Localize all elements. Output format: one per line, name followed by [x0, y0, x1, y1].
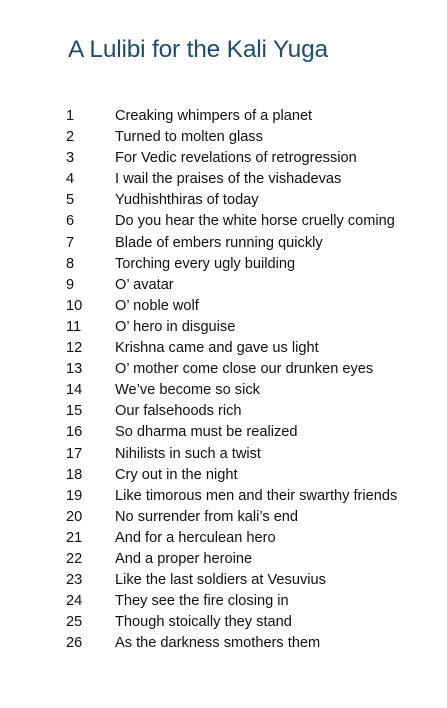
line-text: No surrender from kali’s end [115, 508, 299, 525]
line-text: Blade of embers running quickly [115, 234, 323, 251]
poem-line [66, 359, 397, 380]
line-text: So dharma must be realized [115, 424, 298, 441]
line-number: 21 [66, 529, 83, 546]
poem-line [66, 465, 397, 486]
line-number: 2 [66, 129, 75, 146]
line-number: 15 [66, 403, 83, 420]
poem-line [66, 254, 397, 275]
line-text: Like timorous men and their swarthy friends [115, 487, 398, 504]
line-number: 7 [66, 234, 75, 251]
line-text: And a proper heroine [115, 550, 253, 567]
line-text: O’ avatar [115, 276, 174, 293]
line-text: Yudhishthiras of today [115, 192, 259, 209]
poem-line [66, 633, 397, 654]
poem-line [66, 528, 397, 549]
poem-line [66, 127, 397, 148]
poem-line [66, 570, 397, 591]
line-text: As the darkness smothers them [115, 635, 321, 652]
line-number: 8 [66, 255, 75, 272]
poem-line [66, 422, 397, 443]
line-text: Krishna came and gave us light [115, 340, 319, 357]
poem-line [66, 148, 397, 169]
poem-line [66, 317, 397, 338]
poem-line [66, 612, 397, 633]
line-number: 5 [66, 192, 75, 209]
line-number: 3 [66, 150, 75, 167]
line-text: Torching every ugly building [115, 255, 296, 272]
poem-line [66, 169, 397, 190]
line-text: Like the last soldiers at Vesuvius [115, 572, 326, 589]
line-number: 10 [66, 297, 83, 314]
line-text: We’ve become so sick [115, 382, 260, 399]
line-text: O’ hero in disguise [115, 318, 236, 335]
poem-line [66, 549, 397, 570]
poem-line [66, 591, 397, 612]
line-number: 9 [66, 276, 75, 293]
line-text: Cry out in the night [115, 466, 238, 483]
line-number: 4 [66, 171, 75, 188]
line-number: 13 [66, 361, 83, 378]
line-number: 26 [66, 635, 83, 652]
line-text: For Vedic revelations of retrogression [115, 150, 357, 167]
page-title: A Lulibi for the Kali Yuga [68, 36, 328, 63]
line-text: Nihilists in such a twist [115, 445, 261, 462]
line-text: I wail the praises of the vishadevas [115, 171, 342, 188]
line-text: O’ noble wolf [115, 297, 199, 314]
poem-line [66, 401, 397, 422]
line-number: 20 [66, 508, 83, 525]
line-text: Our falsehoods rich [115, 403, 242, 420]
line-text: Though stoically they stand [115, 614, 292, 631]
poem-line [66, 211, 397, 232]
line-text: Do you hear the white horse cruelly coming [115, 213, 395, 230]
poem-line [66, 106, 397, 127]
line-text: They see the fire closing in [115, 593, 289, 610]
line-number: 22 [66, 550, 83, 567]
line-number: 18 [66, 466, 83, 483]
poem-line [66, 380, 397, 401]
line-number: 1 [66, 108, 75, 124]
poem-line [66, 444, 397, 465]
line-text: Creaking whimpers of a planet [115, 108, 313, 124]
line-number: 6 [66, 213, 75, 230]
poem-line [66, 296, 397, 317]
line-number: 23 [66, 572, 83, 589]
line-number: 12 [66, 340, 83, 357]
line-text: Turned to molten glass [115, 129, 263, 146]
poem-line [66, 190, 397, 211]
line-number: 16 [66, 424, 83, 441]
line-number: 17 [66, 445, 83, 462]
poem-line [66, 486, 397, 507]
poem-line [66, 275, 397, 296]
line-number: 19 [66, 487, 83, 504]
line-number: 11 [66, 318, 82, 335]
line-text: O’ mother come close our drunken eyes [115, 361, 374, 378]
line-number: 14 [66, 382, 83, 399]
line-number: 25 [66, 614, 83, 631]
poem-line [66, 507, 397, 528]
line-number: 24 [66, 593, 83, 610]
poem-lines [66, 106, 397, 654]
line-text: And for a herculean hero [115, 529, 276, 546]
poem-line [66, 338, 397, 359]
poem-line [66, 233, 397, 254]
